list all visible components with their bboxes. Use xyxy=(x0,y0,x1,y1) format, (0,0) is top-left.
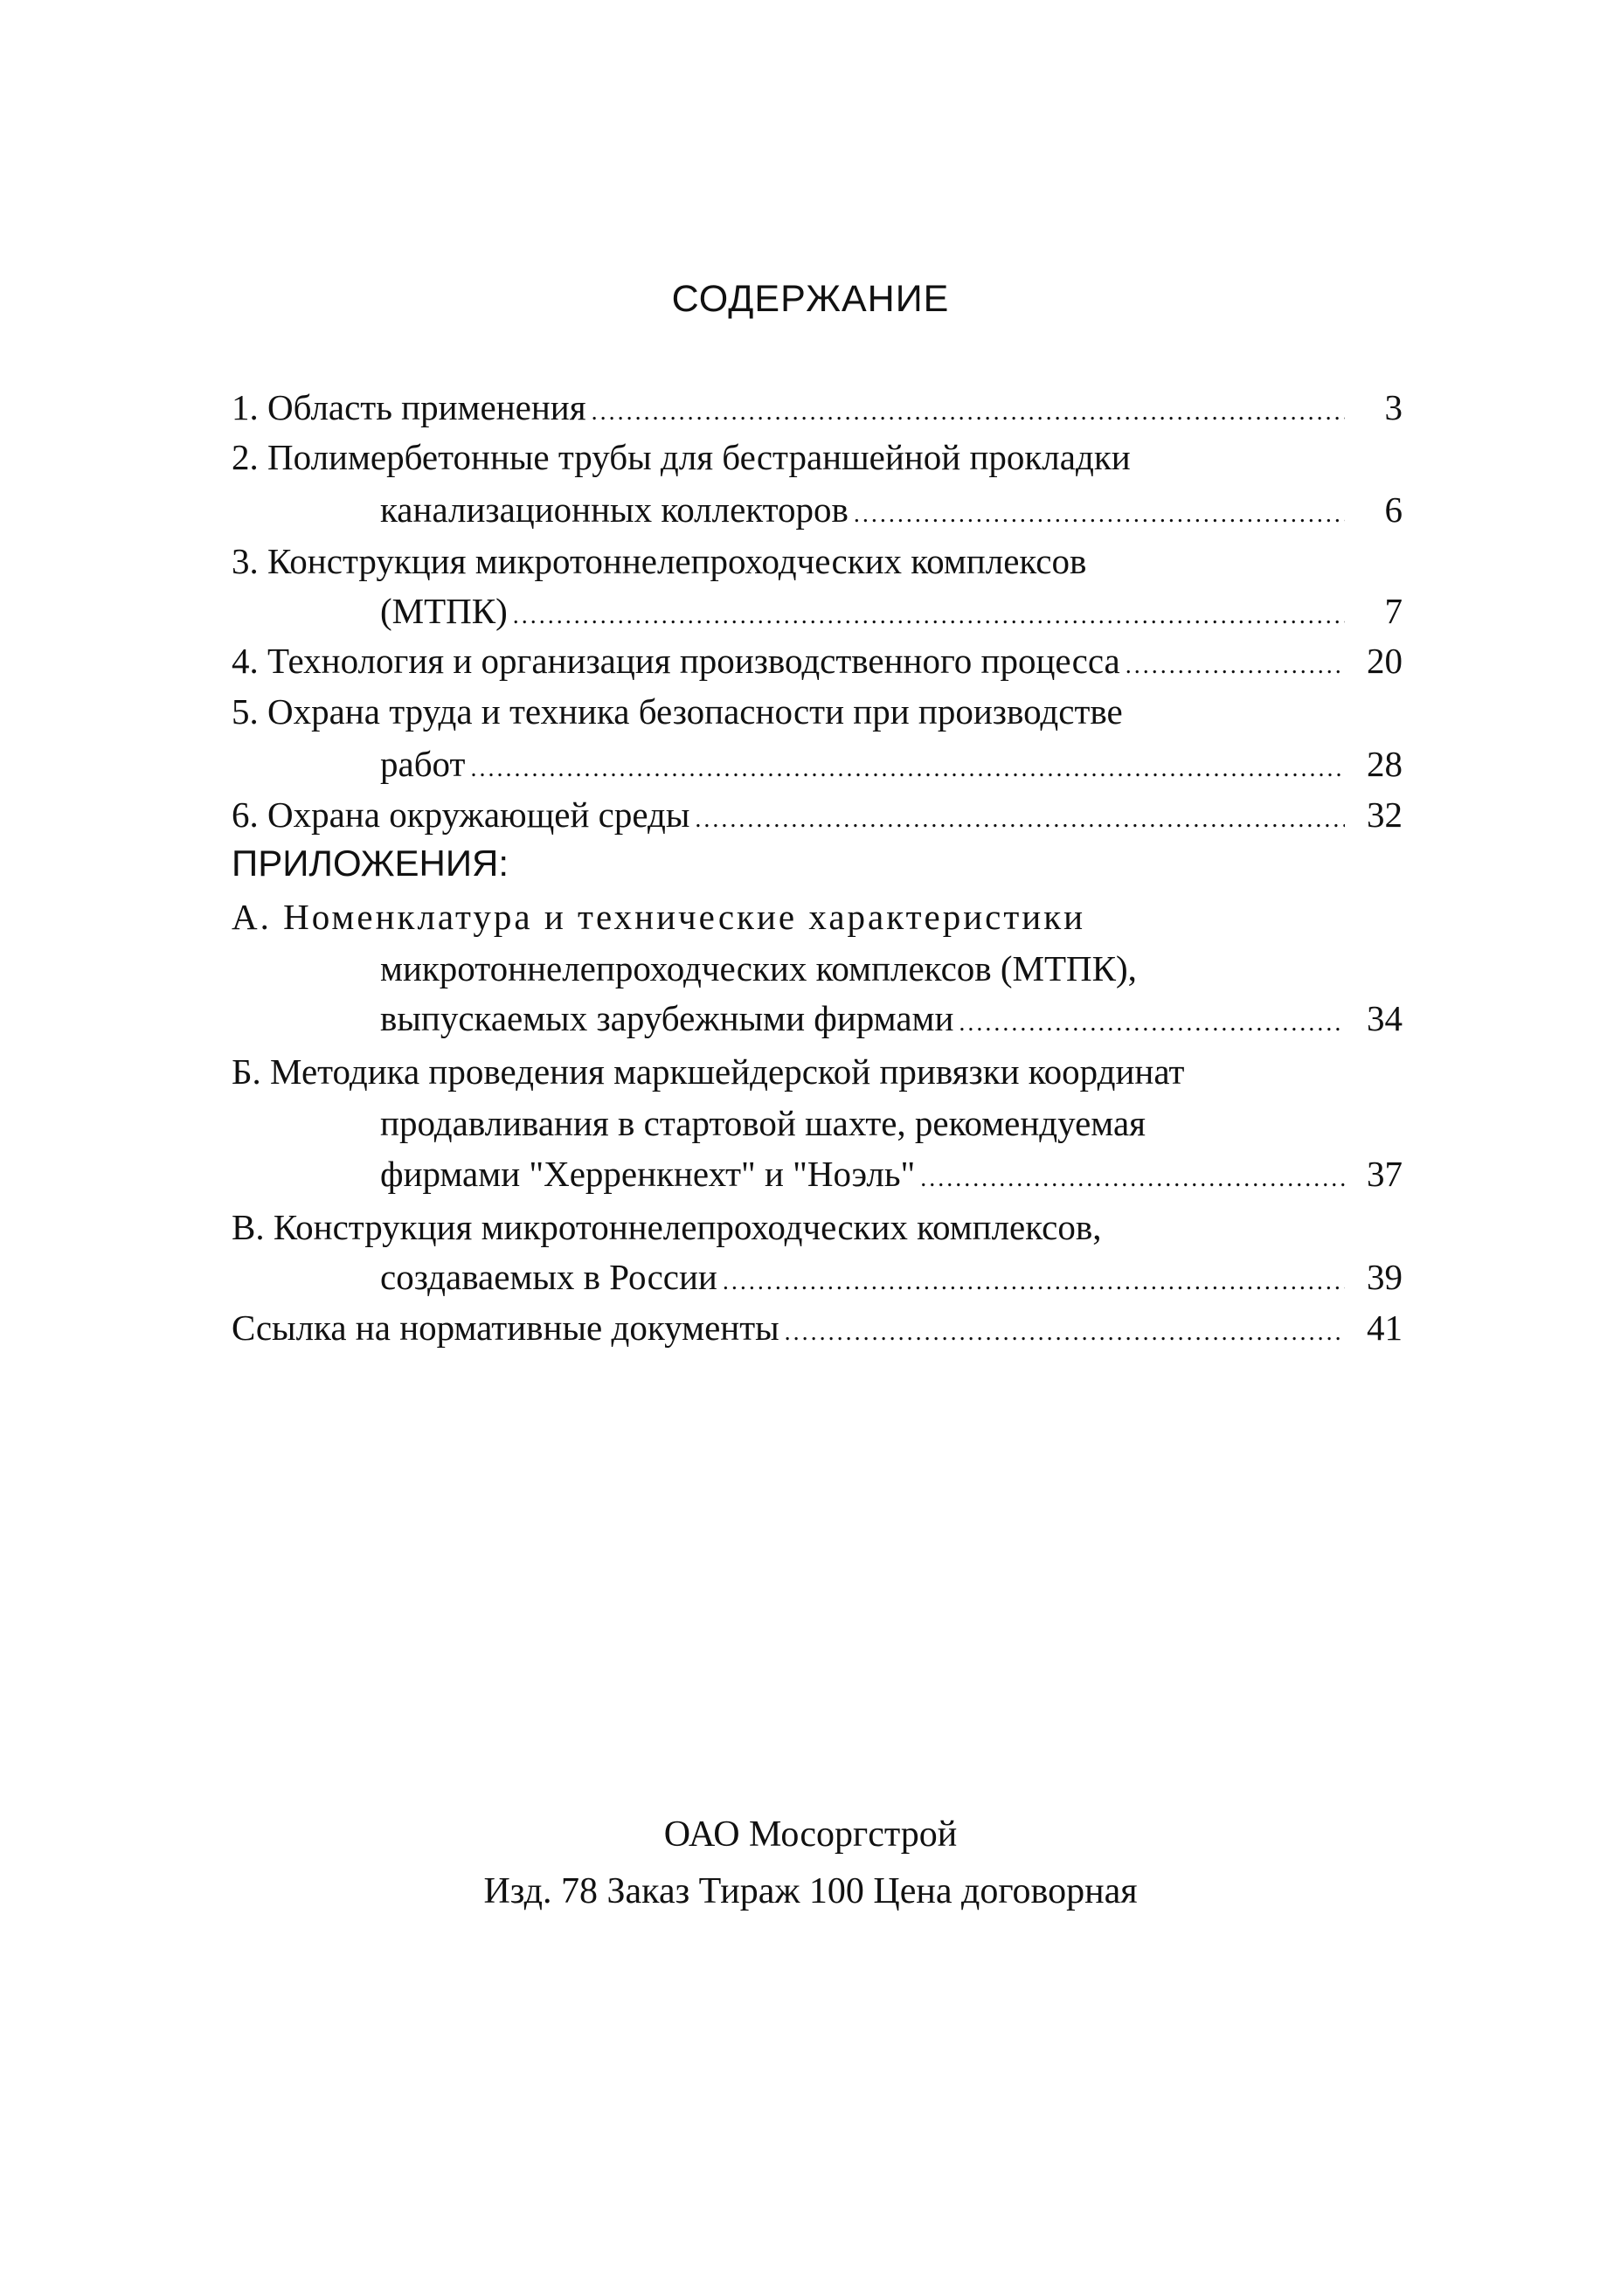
toc-entry-title: микротоннелепроходческих комплексов (МТПК), xyxy=(380,948,1137,988)
toc-page-number: 32 xyxy=(1367,794,1403,835)
toc-entry-2-line-2 xyxy=(380,487,1403,532)
toc-entry-3-line-1 xyxy=(232,538,1403,584)
toc-page-number: 7 xyxy=(1384,591,1403,631)
toc-page-number: 28 xyxy=(1367,744,1403,784)
dot-leader xyxy=(785,1310,1345,1356)
toc-entry-title: фирмами "Херренкнехт" и "Ноэль" xyxy=(380,1154,916,1194)
toc-page-number: 39 xyxy=(1367,1257,1403,1297)
toc-entry-title: выпускаемых зарубежными фирмами xyxy=(380,998,954,1038)
toc-page-number: 37 xyxy=(1367,1154,1403,1194)
toc-entry-title: 5. Охрана труда и техника безопасности при производстве xyxy=(232,691,1123,732)
toc-page-number: 20 xyxy=(1367,641,1403,681)
dot-leader xyxy=(723,1259,1345,1305)
appendices-heading xyxy=(232,841,1403,886)
dot-leader xyxy=(920,1156,1345,1202)
toc-entry-title: 6. Охрана окружающей среды xyxy=(232,794,690,835)
appendix-b-line-2 xyxy=(380,1100,1403,1146)
appendix-b-line-1 xyxy=(232,1049,1403,1094)
appendices-heading-text: ПРИЛОЖЕНИЯ: xyxy=(232,843,509,884)
toc-entry-6 xyxy=(232,792,1403,837)
dot-leader xyxy=(1126,643,1345,689)
toc-entry-2-line-1 xyxy=(232,434,1403,480)
appendix-a-line-2 xyxy=(380,946,1403,991)
toc-entry-title: Б. Методика проведения маркшейдерской привязки координат xyxy=(232,1051,1185,1092)
dot-leader xyxy=(592,390,1345,435)
toc-entry-title: (МТПК) xyxy=(380,591,508,631)
toc-page-number: 3 xyxy=(1384,387,1403,427)
toc-entry-title: продавливания в стартовой шахте, рекомендуемая xyxy=(380,1103,1146,1143)
toc-entry-title: 4. Технология и организация производственного процесса xyxy=(232,641,1120,681)
dot-leader xyxy=(513,593,1345,639)
toc-entry-5-line-2 xyxy=(380,741,1403,787)
toc-entry-title: канализационных коллекторов xyxy=(380,489,849,530)
toc-entry-title: работ xyxy=(380,744,466,784)
dot-leader xyxy=(959,1001,1345,1046)
toc-entry-references xyxy=(232,1305,1403,1350)
toc-entry-title: 2. Полимербетонные трубы для бестраншейной прокладки xyxy=(232,437,1131,477)
toc-entry-title: А. Номенклатура и технические характеристики xyxy=(232,897,1086,937)
toc-page-number: 41 xyxy=(1367,1308,1403,1348)
toc-entry-4 xyxy=(232,638,1403,683)
toc-entry-title: Ссылка на нормативные документы xyxy=(232,1308,779,1348)
publisher-name: ОАО Мосоргстрой xyxy=(663,1814,958,1855)
toc-entry-title: создаваемых в России xyxy=(380,1257,717,1297)
appendix-a-line-1 xyxy=(232,894,1403,940)
dot-leader xyxy=(470,746,1345,792)
toc-entry-title: В. Конструкция микротоннелепроходческих комплексов, xyxy=(232,1207,1102,1247)
dot-leader xyxy=(854,492,1345,538)
imprint-line: Изд. 78 Заказ Тираж 100 Цена договорная xyxy=(483,1871,1138,1911)
toc-entry-title: 3. Конструкция микротоннелепроходческих комплексов xyxy=(232,541,1087,581)
toc-entry-1 xyxy=(232,385,1403,430)
toc-page-number: 6 xyxy=(1384,489,1403,530)
toc-page-number: 34 xyxy=(1367,998,1403,1038)
toc-entry-title: 1. Область применения xyxy=(232,387,586,427)
dot-leader xyxy=(695,797,1345,843)
appendix-v-line-2 xyxy=(380,1254,1403,1300)
contents-heading: СОДЕРЖАНИЕ xyxy=(671,278,950,320)
appendix-b-line-3 xyxy=(380,1151,1403,1197)
appendix-a-line-3 xyxy=(380,995,1403,1041)
toc-entry-3-line-2 xyxy=(380,588,1403,634)
toc-entry-5-line-1 xyxy=(232,689,1403,734)
appendix-v-line-1 xyxy=(232,1204,1403,1250)
